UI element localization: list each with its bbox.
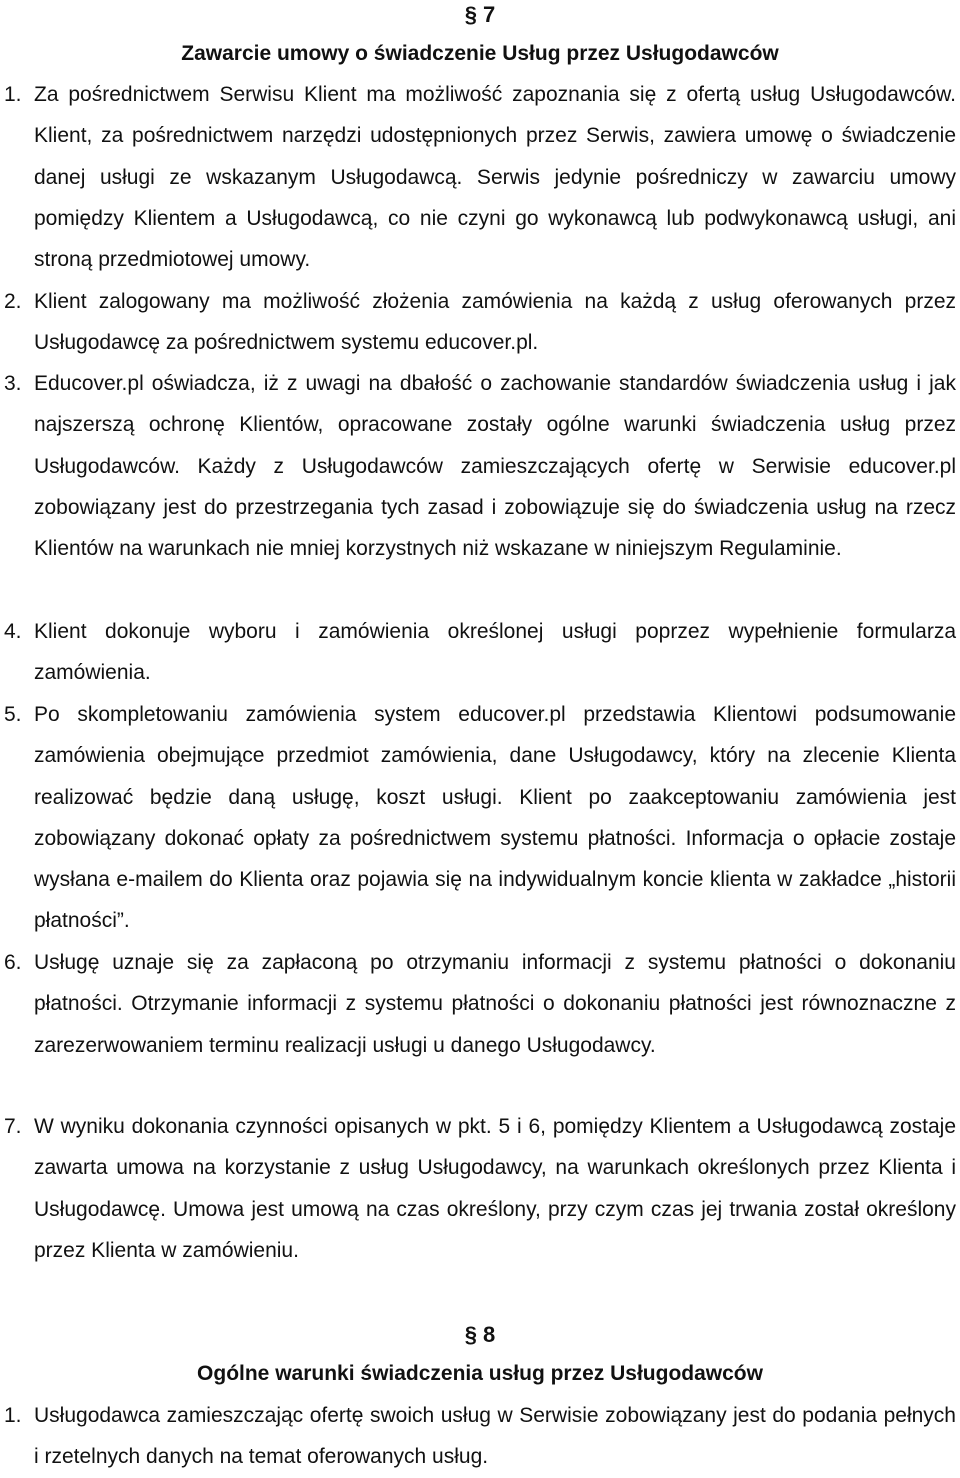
item-number: 1.: [4, 1404, 22, 1427]
item-number: 7.: [4, 1115, 22, 1138]
section-8-number: § 8: [464, 1322, 496, 1347]
section-7-title: Zawarcie umowy o świadczenie Usług przez Usługodawców: [181, 42, 779, 65]
item-number: 1.: [4, 83, 22, 106]
item-text: Educover.pl oświadcza, iż z uwagi na dbałość o zachowanie standardów świadczenia usług i jak najszerszą ochronę Klientów, opracowane zostały ogólne warunki świadczenia usług przez Usługodawców. Każdy z Usługodawców zamieszczających ofertę w Serwisie educover.pl zobowiązany jest do przestrzegania tych zasad i zobowiązuje się do świadczenia usług na rzecz Klientów na warunkach nie mniej korzystnych niż wskazane w niniejszym Regulaminie.: [34, 372, 956, 561]
item-text: W wyniku dokonania czynności opisanych w pkt. 5 i 6, pomiędzy Klientem a Usługodawcą zostaje zawarta umowa na korzystanie z usług Usługodawcy, na warunkach określonych przez Klienta i Usługodawcę. Umowa jest umową na czas określony, przy czym czas jej trwania został określony przez Klienta w zamówieniu.: [34, 1115, 956, 1262]
item-text: Klient dokonuje wyboru i zamówienia określonej usługi poprzez wypełnienie formularza zamówienia.: [34, 620, 956, 685]
item-text: Za pośrednictwem Serwisu Klient ma możliwość zapoznania się z ofertą usług Usługodawców. Klient, za pośrednictwem narzędzi udostępnionych przez Serwis, zawiera umowę o świadczenie danej usługi ze wskazanym Usługodawcą. Serwis jedynie pośredniczy w zawarciu umowy pomiędzy Klientem a Usługodawcą, co nie czyni go wykonawcą lub podwykonawcą usługi, ani stroną przedmiotowej umowy.: [34, 83, 956, 272]
item-number: 6.: [4, 951, 22, 974]
item-number: 3.: [4, 372, 22, 395]
item-text: Klient zalogowany ma możliwość złożenia zamówienia na każdą z usług oferowanych przez Usługodawcę za pośrednictwem systemu educover.pl.: [34, 290, 956, 355]
item-text: Usługodawca zamieszczając ofertę swoich usług w Serwisie zobowiązany jest do podania pełnych i rzetelnych danych na temat oferowanych usług.: [34, 1404, 956, 1469]
section-7-number: § 7: [464, 2, 496, 27]
section-8-title: Ogólne warunki świadczenia usług przez Usługodawców: [197, 1362, 763, 1385]
item-text: Po skompletowaniu zamówienia system educover.pl przedstawia Klientowi podsumowanie zamówienia obejmujące przedmiot zamówienia, dane Usługodawcy, który na zlecenie Klienta realizować będzie daną usługę, koszt usługi. Klient po zaakceptowaniu zamówienia jest zobowiązany dokonać opłaty za pośrednictwem systemu płatności. Informacja o opłacie zostaje wysłana e-mailem do Klienta oraz pojawia się na indywidualnym koncie klienta w zakładce „historii płatności”.: [34, 703, 956, 933]
item-text: Usługę uznaje się za zapłaconą po otrzymaniu informacji z systemu płatności o dokonaniu płatności. Otrzymanie informacji z systemu płatności o dokonaniu płatności jest równoznaczne z zarezerwowaniem terminu realizacji usługi u danego Usługodawcy.: [34, 951, 956, 1057]
item-number: 5.: [4, 703, 22, 726]
item-number: 4.: [4, 620, 22, 643]
item-number: 2.: [4, 290, 22, 313]
